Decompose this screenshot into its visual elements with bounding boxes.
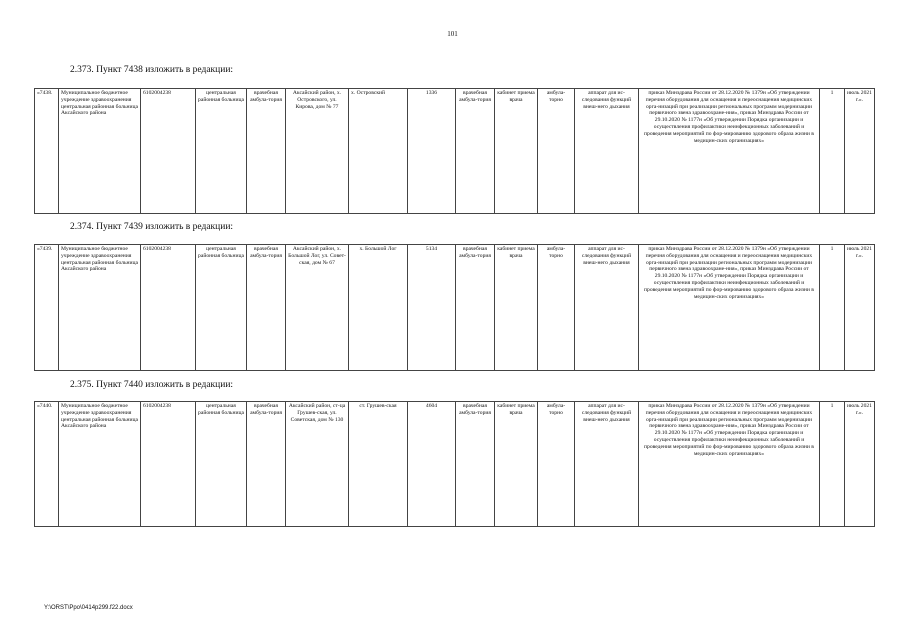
cell-basis: приказ Минздрава России от 28.12.2020 № 1379н «Об утверждении перечня оборудования для оснащения и переоснащения медицинских орга-низаций при реализации региональных программ модернизации первичного звена здравоохране-ния», приказ Минздрава России от 29.10.2020 № 1177н «Об утверждении Порядка организации и осуществления профилактики неинфекционных заболеваний и проведения мероприятий по фор-мированию здорового образа жизни в медицин-ских организациях»	[639, 402, 820, 527]
cell-type: центральная районная больница	[196, 402, 247, 527]
cell-date: июль 2021 г.».	[845, 89, 875, 214]
cell-subunit: врачебная амбула-тория	[456, 89, 495, 214]
cell-address: Аксайский район, ст-ца Грушев-ская, ул. Советская, дом № 130	[286, 402, 349, 527]
cell-org: Муниципальное бюджетное учреждение здравоохранения центральная районная больница Аксайского района	[59, 402, 141, 527]
cell-date: июль 2021 г.».	[845, 402, 875, 527]
cell-population: 5134	[408, 245, 456, 371]
cell-population: 4604	[408, 402, 456, 527]
cell-subunit: врачебная амбула-тория	[456, 402, 495, 527]
cell-qty: 1	[820, 89, 845, 214]
cell-room: кабинет приема врача	[495, 402, 538, 527]
cell-type: центральная районная больница	[196, 89, 247, 214]
cell-care: амбула-торно	[538, 402, 575, 527]
section-heading-7438: 2.373. Пункт 7438 изложить в редакции:	[70, 65, 234, 75]
cell-equipment: аппарат для ис-следования функций внеш-него дыхания	[575, 402, 639, 527]
section-heading-7439: 2.374. Пункт 7439 изложить в редакции:	[70, 222, 234, 232]
cell-room: кабинет приема врача	[495, 245, 538, 371]
cell-qty: 1	[820, 402, 845, 527]
cell-basis: приказ Минздрава России от 28.12.2020 № 1379н «Об утверждении перечня оборудования для оснащения и переоснащения медицинских орга-низаций при реализации региональных программ модернизации первичного звена здравоохране-ния», приказ Минздрава России от 29.10.2020 № 1177н «Об утверждении Порядка организации и осуществления профилактики неинфекционных заболеваний и проведения мероприятий по фор-мированию здорового образа жизни в медицин-ских организациях»	[639, 89, 820, 214]
cell-unit: врачебная амбула-тория	[247, 245, 286, 371]
table-7439	[34, 244, 875, 371]
cell-inn: 6102004238	[141, 245, 196, 371]
table-row	[35, 89, 875, 214]
cell-locality: х. Большой Лог	[349, 245, 408, 371]
cell-equipment: аппарат для ис-следования функций внеш-него дыхания	[575, 245, 639, 371]
cell-equipment: аппарат для ис-следования функций внеш-него дыхания	[575, 89, 639, 214]
cell-type: центральная районная больница	[196, 245, 247, 371]
cell-org: Муниципальное бюджетное учреждение здравоохранения центральная районная больница Аксайского района	[59, 245, 141, 371]
cell-num: «7438.	[35, 89, 59, 214]
cell-num: «7439.	[35, 245, 59, 371]
cell-care: амбула-торно	[538, 89, 575, 214]
table-row	[35, 245, 875, 371]
cell-address: Аксайский район, х. Островского, ул. Кирова, дом № 77	[286, 89, 349, 214]
cell-locality: х. Островский	[349, 89, 408, 214]
cell-care: амбула-торно	[538, 245, 575, 371]
cell-subunit: врачебная амбула-тория	[456, 245, 495, 371]
cell-locality: ст. Грушев-ская	[349, 402, 408, 527]
cell-num: «7440.	[35, 402, 59, 527]
cell-inn: 6102004238	[141, 402, 196, 527]
cell-date: июль 2021 г.».	[845, 245, 875, 371]
section-heading-7440: 2.375. Пункт 7440 изложить в редакции:	[70, 380, 234, 390]
footer-file-path: Y:\ORST\Ppo\0414p299.f22.docx	[44, 605, 133, 611]
cell-unit: врачебная амбула-тория	[247, 402, 286, 527]
cell-org: Муниципальное бюджетное учреждение здравоохранения центральная районная больница Аксайского района	[59, 89, 141, 214]
table-row	[35, 402, 875, 527]
cell-address: Аксайский район, х. Большой Лог, ул. Совет-ская, дом № 67	[286, 245, 349, 371]
cell-inn: 6102004238	[141, 89, 196, 214]
cell-unit: врачебная амбула-тория	[247, 89, 286, 214]
table-7440	[34, 401, 875, 527]
page-number: 101	[447, 30, 458, 38]
cell-room: кабинет приема врача	[495, 89, 538, 214]
cell-qty: 1	[820, 245, 845, 371]
cell-basis: приказ Минздрава России от 28.12.2020 № 1379н «Об утверждении перечня оборудования для оснащения и переоснащения медицинских орга-низаций при реализации региональных программ модернизации первичного звена здравоохране-ния», приказ Минздрава России от 29.10.2020 № 1177н «Об утверждении Порядка организации и осуществления профилактики неинфекционных заболеваний и проведения мероприятий по фор-мированию здорового образа жизни в медицин-ских организациях»	[639, 245, 820, 371]
cell-population: 1336	[408, 89, 456, 214]
table-7438	[34, 88, 875, 214]
